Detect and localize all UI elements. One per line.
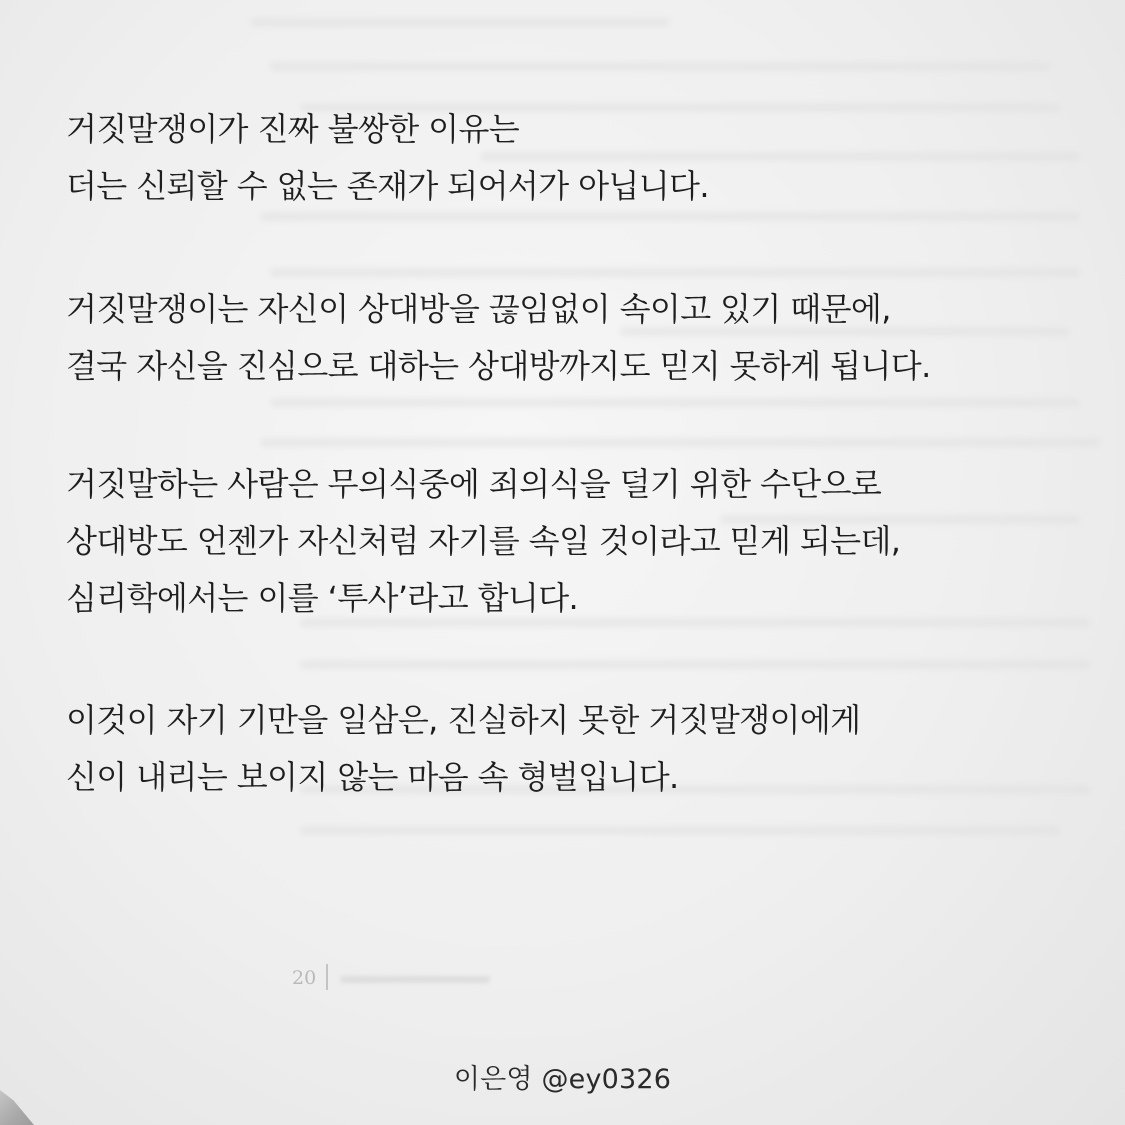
paragraph-2 bbox=[66, 281, 931, 395]
bleed-through-line bbox=[250, 18, 670, 27]
bleed-through-line bbox=[270, 62, 1050, 71]
bleed-through-line bbox=[270, 268, 1080, 277]
text-line: 거짓말쟁이가 진짜 불쌍한 이유는 bbox=[66, 110, 520, 148]
author-signature: 이은영 @ey0326 bbox=[453, 1064, 672, 1095]
text-line: 결국 자신을 진심으로 대하는 상대방까지도 믿지 못하게 됩니다. bbox=[66, 347, 931, 385]
page-number-divider bbox=[326, 964, 328, 990]
paragraph-1 bbox=[66, 101, 709, 215]
text-line: 신이 내리는 보이지 않는 마음 속 형벌입니다. bbox=[66, 758, 679, 796]
bleed-through-line bbox=[260, 438, 1100, 447]
bleed-through-line bbox=[300, 826, 1060, 835]
page-number: 20 bbox=[292, 967, 317, 989]
paragraph-3 bbox=[66, 456, 900, 627]
bleed-through-line bbox=[270, 398, 1080, 407]
text-line: 거짓말하는 사람은 무의식중에 죄의식을 덜기 위한 수단으로 bbox=[66, 465, 882, 503]
running-head-bleed bbox=[340, 976, 490, 983]
text-line: 더는 신뢰할 수 없는 존재가 되어서가 아닙니다. bbox=[66, 167, 709, 205]
paragraph-4 bbox=[66, 692, 861, 806]
text-line: 심리학에서는 이를 ‘투사’라고 합니다. bbox=[66, 579, 579, 617]
text-line: 상대방도 언젠가 자신처럼 자기를 속일 것이라고 믿게 되는데, bbox=[66, 522, 901, 560]
text-line: 이것이 자기 기만을 일삼은, 진실하지 못한 거짓말쟁이에게 bbox=[66, 701, 861, 739]
bleed-through-line bbox=[300, 660, 1090, 669]
text-line: 거짓말쟁이는 자신이 상대방을 끊임없이 속이고 있기 때문에, bbox=[66, 290, 891, 328]
